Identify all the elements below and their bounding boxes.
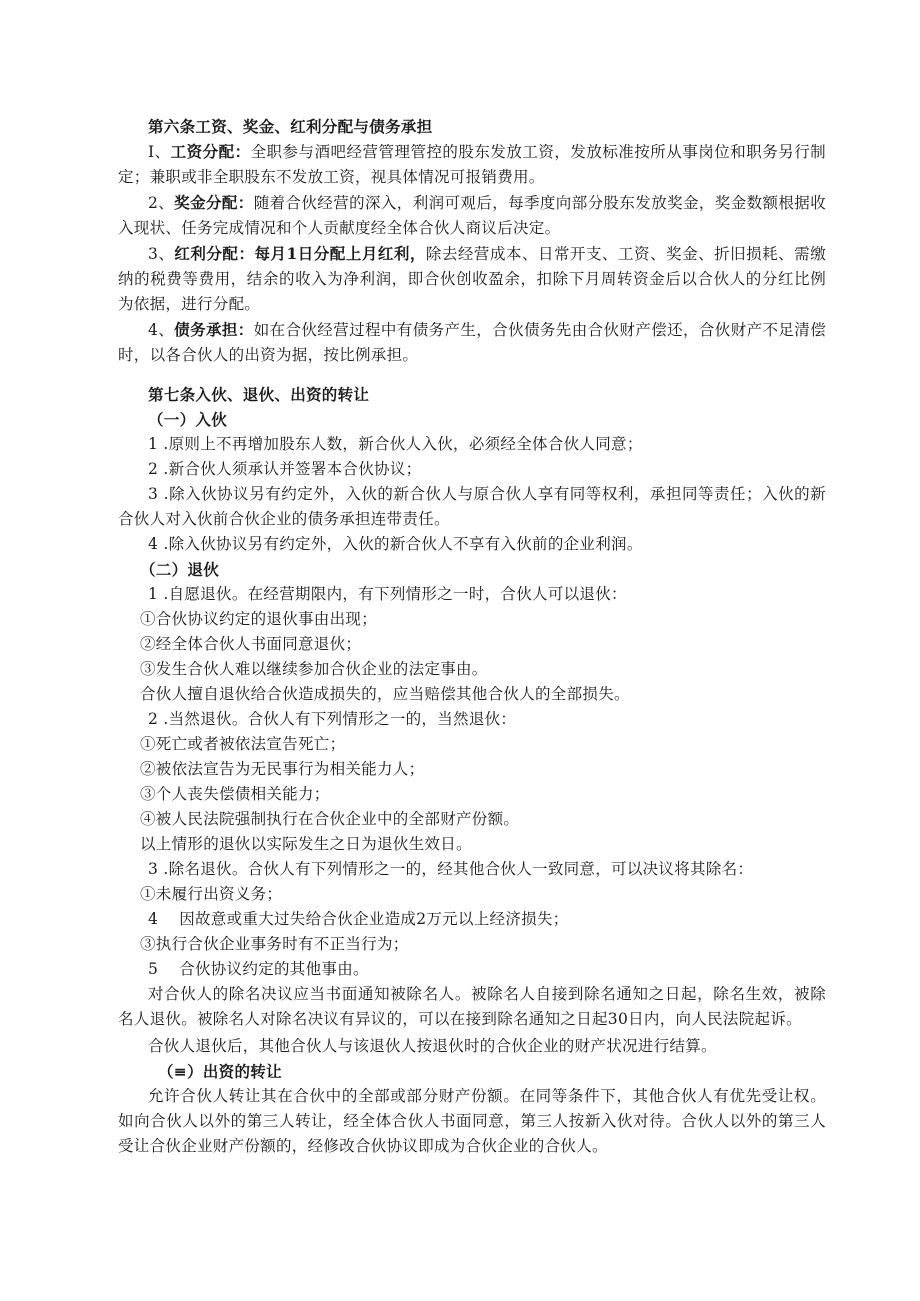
transfer-subheading: （≡）出资的转让 xyxy=(158,1062,282,1081)
article-6-section xyxy=(118,114,826,368)
bonus-label: 奖金分配： xyxy=(174,193,254,212)
settlement-paragraph: 合伙人退伙后，其他合伙人与该退伙人按退伙时的合伙企业的财产状况进行结算。 xyxy=(148,1037,717,1055)
transfer-paragraph: 允许合伙人转让其在合伙中的全部或部分财产份额。在同等条件下，其他合伙人有优先受让权。如向合伙人以外的第三人转让，经全体合伙人书面同意，第三人按新入伙对待。合伙人以外的第三人受让合伙企业财产份额的，经修改合伙协议即成为合伙企业的合伙人。 xyxy=(118,1087,826,1155)
withdraw-item: 合伙人擅自退伙给合伙造成损失的，应当赔偿其他合伙人的全部损失。 xyxy=(140,685,630,703)
withdraw-item: 3 .除名退伙。合伙人有下列情形之一的，经其他合伙人一致同意，可以决议将其除名： xyxy=(148,860,754,878)
article-7-section xyxy=(118,382,826,1159)
bonus-distribution-paragraph xyxy=(118,190,826,241)
withdraw-item: ②被依法宣告为无民事行为相关能力人； xyxy=(140,760,425,778)
withdraw-item: ②经全体合伙人书面同意退伙； xyxy=(140,635,362,653)
dividend-num: 3、 xyxy=(148,245,175,263)
bonus-num: 2、 xyxy=(148,194,175,212)
withdraw-item: 5 合伙协议约定的其他事由。 xyxy=(148,960,369,978)
article-6-title: 第六条工资、奖金、红利分配与债务承担 xyxy=(148,117,433,136)
dividend-distribution-paragraph xyxy=(118,241,826,317)
withdraw-item: ①合伙协议约定的退伙事由出现； xyxy=(140,610,378,628)
withdraw-item: 2 .当然退伙。合伙人有下列情形之一的，当然退伙： xyxy=(148,710,517,728)
withdraw-item: ④被人民法院强制执行在合伙企业中的全部财产份额。 xyxy=(140,810,520,828)
withdraw-item: ①死亡或者被依法宣告死亡； xyxy=(140,735,346,753)
wage-num: I、 xyxy=(148,143,171,161)
wage-text: 全职参与酒吧经营管理管控的股东发放工资，发放标准按所从事岗位和职务另行制定；兼职或非全职股东不发放工资，视具体情况可报销费用。 xyxy=(118,143,826,186)
wage-distribution-paragraph xyxy=(118,139,826,190)
join-item: 3 .除入伙协议另有约定外，入伙的新合伙人与原合伙人享有同等权利，承担同等责任；入伙的新合伙人对入伙前合伙企业的债务承担连带责任。 xyxy=(118,485,826,528)
join-item: 4 .除入伙协议另有约定外，入伙的新合伙人不享有入伙前的企业利润。 xyxy=(148,535,643,553)
withdraw-subheading: （二）退伙 xyxy=(140,560,220,579)
join-item: 2 .新合伙人须承认并签署本合伙协议； xyxy=(148,460,422,478)
dividend-label: 红利分配：每月1日分配上月红利， xyxy=(174,244,426,263)
wage-label: 工资分配： xyxy=(170,142,251,161)
debt-text: 如在合伙经营过程中有债务产生，合伙债务先由合伙财产偿还，合伙财产不足清偿时，以各合伙人的出资为据，按比例承担。 xyxy=(118,321,826,364)
withdraw-item: ③发生合伙人难以继续参加合伙企业的法定事由。 xyxy=(140,660,488,678)
debt-num: 4、 xyxy=(148,321,175,339)
debt-label: 债务承担： xyxy=(174,320,254,339)
dividend-text: 除去经营成本、日常开支、工资、奖金、折旧损耗、需缴纳的税费等费用，结余的收入为净利润，即合伙创收盈余，扣除下月周转资金后以合伙人的分红比例为依据，进行分配。 xyxy=(118,245,826,313)
withdraw-item: 以上情形的退伙以实际发生之日为退伙生效日。 xyxy=(140,835,472,853)
withdraw-item: ①未履行出资义务； xyxy=(140,885,283,903)
article-7-title: 第七条入伙、退伙、出资的转让 xyxy=(148,385,370,404)
debt-bearing-paragraph xyxy=(118,317,826,368)
withdraw-item: ③执行合伙企业事务时有不正当行为； xyxy=(140,935,409,953)
expulsion-notice-paragraph: 对合伙人的除名决议应当书面通知被除名人。被除名人自接到除名通知之日起，除名生效，被除名人退伙。被除名人对除名决议有异议的，可以在接到除名通知之日起30日内，向人民法院起诉。 xyxy=(118,985,826,1028)
withdraw-item: ③个人丧失偿债相关能力； xyxy=(140,785,330,803)
withdraw-item: 1 .自愿退伙。在经营期限内，有下列情形之一时，合伙人可以退伙： xyxy=(148,585,627,603)
withdraw-item: 4 因故意或重大过失给合伙企业造成2万元以上经济损失； xyxy=(148,910,569,928)
join-subheading: （一）入伙 xyxy=(148,410,228,429)
bonus-text: 随着合伙经营的深入，利润可观后，每季度向部分股东发放奖金，奖金数额根据收入现状、任务完成情况和个人贡献度经全体合伙人商议后决定。 xyxy=(118,194,826,237)
join-item: 1 .原则上不再增加股东人数，新合伙人入伙，必须经全体合伙人同意； xyxy=(148,435,643,453)
